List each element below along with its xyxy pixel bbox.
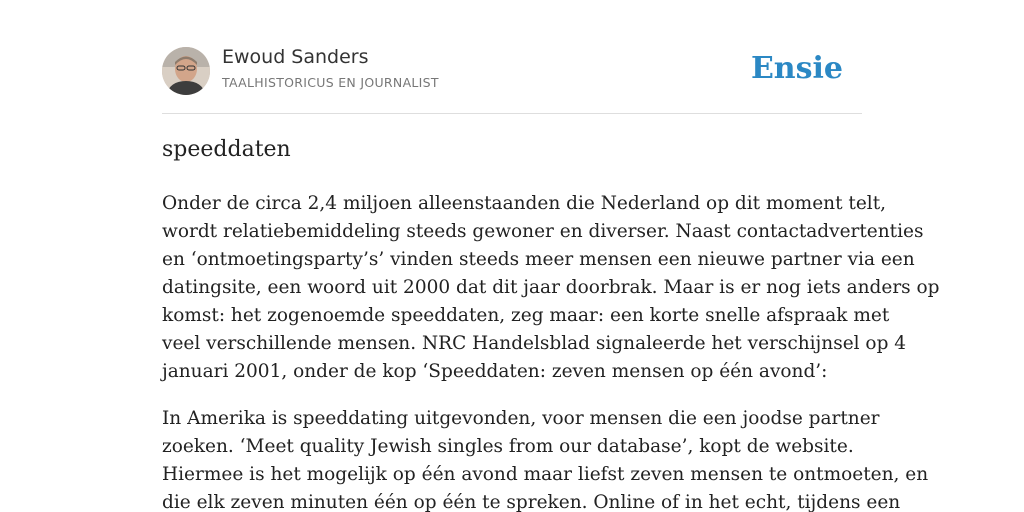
text-line: Onder de circa 2,4 miljoen alleenstaanden die Nederland op dit moment telt, <box>162 193 887 214</box>
author-name[interactable]: Ewoud Sanders <box>222 46 369 68</box>
text-line: en ‘ontmoetingsparty’s’ vinden steeds meer mensen een nieuwe partner via een <box>162 249 915 270</box>
article-paragraph-1 <box>162 190 940 386</box>
ensie-logo-link[interactable]: Ensie <box>750 51 843 86</box>
article-paragraph-2 <box>162 405 929 512</box>
text-line: januari 2001, onder de kop ‘Speeddaten: zeven mensen op één avond’: <box>162 361 828 382</box>
author-role: TAALHISTORICUS EN JOURNALIST <box>222 75 439 90</box>
text-line: die elk zeven minuten één op één te spreken. Online of in het echt, tijdens een <box>162 492 901 512</box>
text-line: In Amerika is speeddating uitgevonden, voor mensen die een joodse partner <box>162 408 880 429</box>
text-line: zoeken. ‘Meet quality Jewish singles from our database’, kopt de website. <box>162 436 854 457</box>
text-line: wordt relatiebemiddeling steeds gewoner en diverser. Naast contactadvertenties <box>162 221 924 242</box>
text-line: komst: het zogenoemde speeddaten, zeg maar: een korte snelle afspraak met <box>162 305 890 326</box>
avatar-portrait-icon <box>162 47 210 95</box>
article-title: speeddaten <box>162 137 291 162</box>
author-header <box>162 0 862 114</box>
text-line: Hiermee is het mogelijk op één avond maar liefst zeven mensen te ontmoeten, en <box>162 464 929 485</box>
article-container <box>162 0 940 512</box>
text-line: datingsite, een woord uit 2000 dat dit jaar doorbrak. Maar is er nog iets anders op <box>162 277 940 298</box>
author-avatar[interactable] <box>162 47 210 95</box>
article-body <box>162 190 940 512</box>
text-line: veel verschillende mensen. NRC Handelsblad signaleerde het verschijnsel op 4 <box>162 333 907 354</box>
